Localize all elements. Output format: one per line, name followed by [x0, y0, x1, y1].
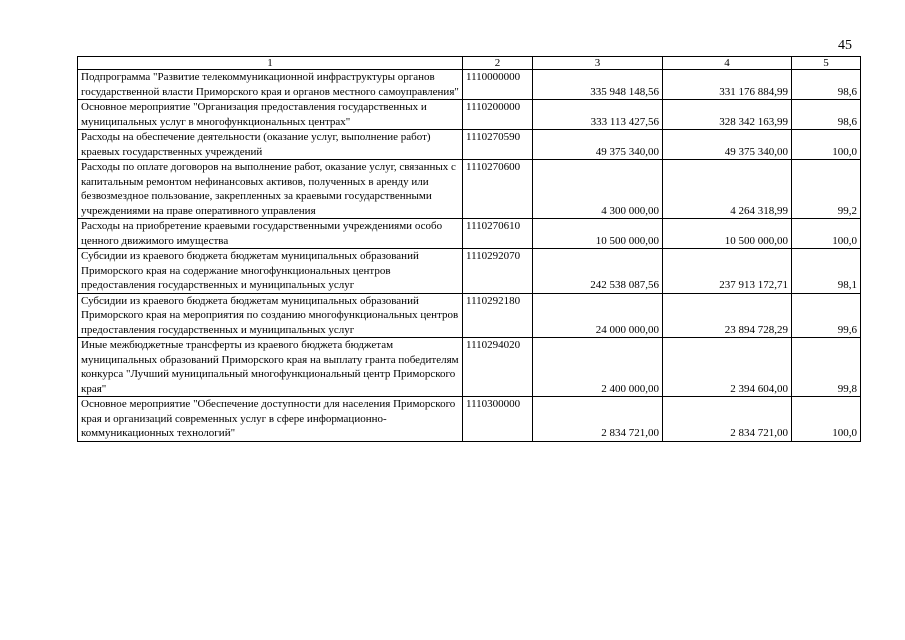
table-row — [78, 397, 861, 442]
row-code-cell: 1110000000 — [463, 70, 533, 100]
table-row — [78, 293, 861, 338]
row-percent-cell: 98,1 — [792, 249, 861, 294]
row-name-cell: Субсидии из краевого бюджета бюджетам муниципальных образований Приморского края на содержание многофункциональных центров предоставления государственных и муниципальных услуг — [78, 249, 463, 294]
row-actual-amount-cell: 4 264 318,99 — [663, 160, 792, 219]
table-row — [78, 219, 861, 249]
table-row — [78, 130, 861, 160]
row-percent-cell: 100,0 — [792, 130, 861, 160]
row-plan-amount-cell: 24 000 000,00 — [533, 293, 663, 338]
row-code-cell: 1110292070 — [463, 249, 533, 294]
row-code-cell: 1110294020 — [463, 338, 533, 397]
table-row — [78, 338, 861, 397]
table-row — [78, 160, 861, 219]
row-actual-amount-cell: 49 375 340,00 — [663, 130, 792, 160]
row-plan-amount-cell: 49 375 340,00 — [533, 130, 663, 160]
row-actual-amount-cell: 331 176 884,99 — [663, 70, 792, 100]
row-actual-amount-cell: 2 394 604,00 — [663, 338, 792, 397]
row-name-cell: Субсидии из краевого бюджета бюджетам муниципальных образований Приморского края на мероприятия по созданию многофункциональных центров предоставления государственных и муниципальных услуг — [78, 293, 463, 338]
row-percent-cell: 100,0 — [792, 397, 861, 442]
row-actual-amount-cell: 237 913 172,71 — [663, 249, 792, 294]
column-header-3: 3 — [533, 57, 663, 70]
row-name-cell: Расходы на приобретение краевыми государственными учреждениями особо ценного движимого имущества — [78, 219, 463, 249]
row-plan-amount-cell: 333 113 427,56 — [533, 100, 663, 130]
column-header-5: 5 — [792, 57, 861, 70]
row-percent-cell: 99,8 — [792, 338, 861, 397]
row-code-cell: 1110200000 — [463, 100, 533, 130]
row-name-cell: Расходы на обеспечение деятельности (оказание услуг, выполнение работ) краевых государственных учреждений — [78, 130, 463, 160]
row-plan-amount-cell: 4 300 000,00 — [533, 160, 663, 219]
row-code-cell: 1110270600 — [463, 160, 533, 219]
budget-table — [77, 56, 861, 442]
row-actual-amount-cell: 2 834 721,00 — [663, 397, 792, 442]
row-actual-amount-cell: 23 894 728,29 — [663, 293, 792, 338]
row-code-cell: 1110292180 — [463, 293, 533, 338]
row-name-cell: Основное мероприятие "Обеспечение доступности для населения Приморского края и организаций современных услуг в сфере информационно-коммуникационных технологий" — [78, 397, 463, 442]
row-plan-amount-cell: 2 400 000,00 — [533, 338, 663, 397]
row-percent-cell: 99,2 — [792, 160, 861, 219]
row-percent-cell: 98,6 — [792, 70, 861, 100]
row-name-cell: Основное мероприятие "Организация предоставления государственных и муниципальных услуг в многофункциональных центрах" — [78, 100, 463, 130]
column-header-2: 2 — [463, 57, 533, 70]
row-percent-cell: 100,0 — [792, 219, 861, 249]
column-header-1: 1 — [78, 57, 463, 70]
table-row — [78, 249, 861, 294]
row-plan-amount-cell: 10 500 000,00 — [533, 219, 663, 249]
row-actual-amount-cell: 328 342 163,99 — [663, 100, 792, 130]
table-row — [78, 70, 861, 100]
row-plan-amount-cell: 2 834 721,00 — [533, 397, 663, 442]
row-code-cell: 1110270610 — [463, 219, 533, 249]
row-code-cell: 1110300000 — [463, 397, 533, 442]
row-name-cell: Подпрограмма "Развитие телекоммуникационной инфраструктуры органов государственной власти Приморского края и органов местного самоуправления" — [78, 70, 463, 100]
row-code-cell: 1110270590 — [463, 130, 533, 160]
row-actual-amount-cell: 10 500 000,00 — [663, 219, 792, 249]
row-name-cell: Иные межбюджетные трансферты из краевого бюджета бюджетам муниципальных образований Приморского края на выплату гранта победителям конкурса "Лучший муниципальный многофункциональный центр Приморского края" — [78, 338, 463, 397]
row-name-cell: Расходы по оплате договоров на выполнение работ, оказание услуг, связанных с капитальным ремонтом нефинансовых активов, полученных в аренду или безвозмездное пользование, закрепленных за краевыми государственными учреждениями на праве оперативного управления — [78, 160, 463, 219]
row-plan-amount-cell: 242 538 087,56 — [533, 249, 663, 294]
row-percent-cell: 99,6 — [792, 293, 861, 338]
table-row — [78, 100, 861, 130]
row-percent-cell: 98,6 — [792, 100, 861, 130]
column-header-4: 4 — [663, 57, 792, 70]
table-header-row — [78, 57, 861, 70]
row-plan-amount-cell: 335 948 148,56 — [533, 70, 663, 100]
page-number: 45 — [838, 38, 852, 53]
